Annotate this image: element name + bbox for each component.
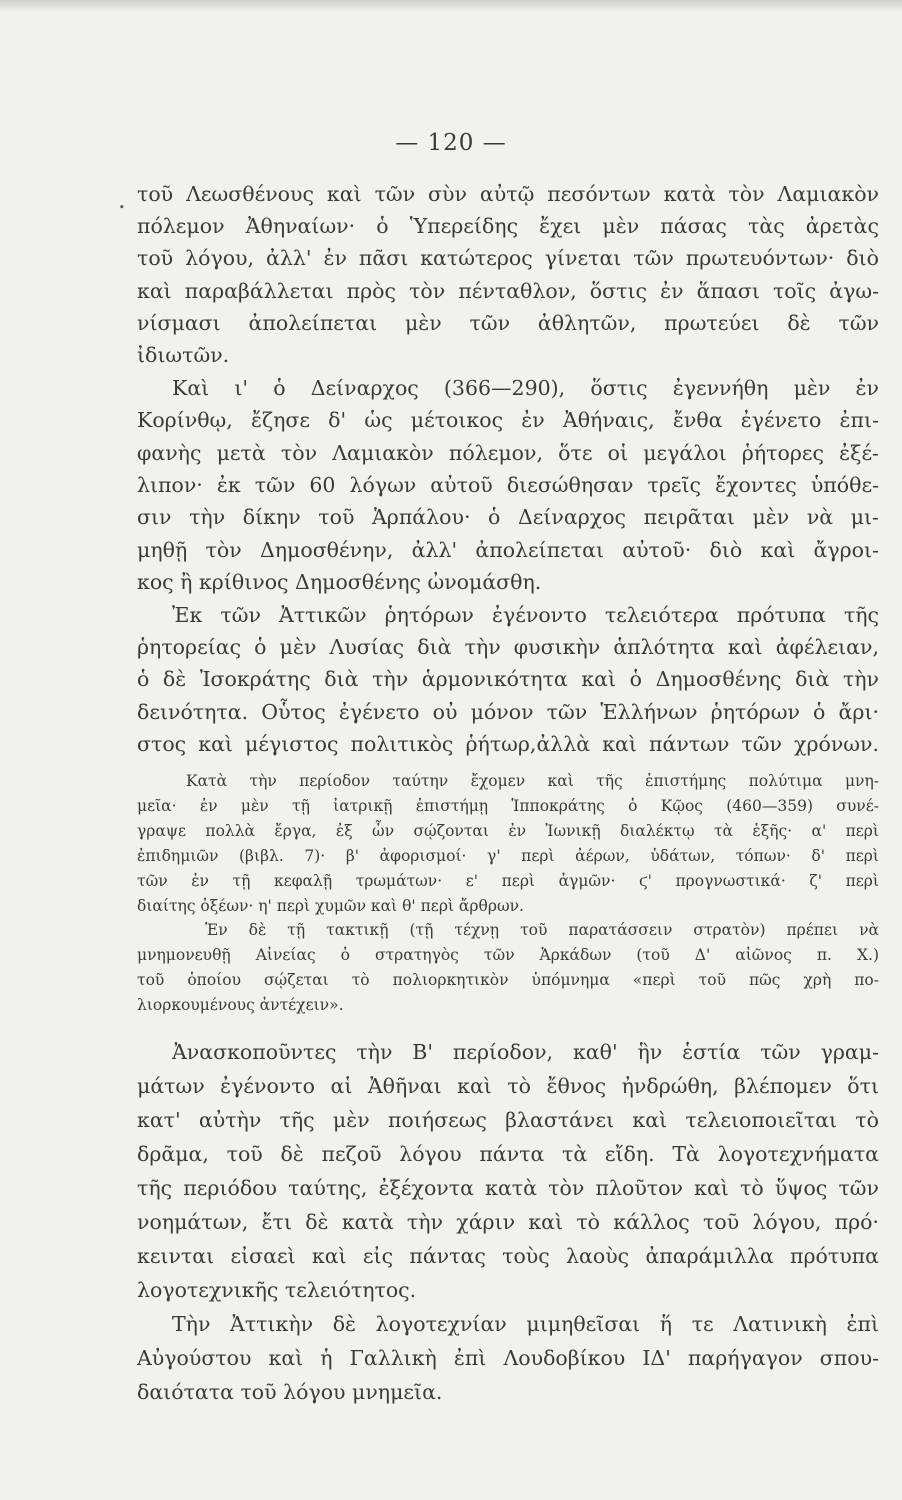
text-line: κατ' αὐτὴν τῆς μὲν ποιήσεως βλαστάνει καὶ τελειοποιεῖται τὸ	[137, 1108, 879, 1132]
text-line: νίσμασι ἀπολείπεται μὲν τῶν ἀθλητῶν, πρωτεύει δὲ τῶν	[137, 311, 879, 335]
text-line: ῥητορείας ὁ μὲν Λυσίας διὰ τὴν φυσικὴν ἁπλότητα καὶ ἀφέλειαν,	[137, 635, 879, 659]
note-line: μνημονευθῇ Αἰνείας ὁ στρατηγὸς τῶν Ἀρκάδων (τοῦ Δ' αἰῶνος π. Χ.)	[137, 946, 879, 964]
note-line: τοῦ ὁποίου σῴζεται τὸ πολιορκητικὸν ὑπόμνημα «περὶ τοῦ πῶς χρὴ πο-	[137, 971, 879, 989]
text-line: δεινότητα. Οὗτος ἐγένετο οὐ μόνον τῶν Ἑλλήνων ῥητόρων ὁ ἄρι·	[137, 700, 879, 724]
note-line: γραψε πολλὰ ἔργα, ἐξ ὧν σῴζονται ἐν Ἰωνικῇ διαλέκτῳ τὰ ἑξῆς· α' περὶ	[137, 822, 879, 840]
text-line: κεινται εἰσαεὶ καὶ εἰς πάντας τοὺς λαοὺς ἀπαράμιλλα πρότυπα	[137, 1244, 879, 1268]
text-line: Αὐγούστου καὶ ἡ Γαλλικὴ ἐπὶ Λουδοβίκου ΙΔ' παρήγαγον σπου-	[137, 1346, 879, 1370]
text-line: τῆς περιόδου ταύτης, ἐξέχοντα κατὰ τὸν πλοῦτον καὶ τὸ ὕψος τῶν	[137, 1176, 879, 1200]
text-line: Τὴν Ἀττικὴν δὲ λογοτεχνίαν μιμηθεῖσαι ἥ τε Λατινικὴ ἐπὶ	[172, 1312, 879, 1336]
note-line: τῶν ἐν τῇ κεφαλῇ τρωμάτων· ε' περὶ ἀγμῶν· ϛ' προγνωστικά· ζ' περὶ	[137, 872, 879, 890]
page-number: — 120 —	[395, 130, 507, 156]
note-line: λιορκουμένους ἀντέχειν».	[137, 996, 344, 1014]
text-line: πόλεμον Ἀθηναίων· ὁ Ὑπερείδης ἔχει μὲν πάσας τὰς ἀρετὰς	[137, 214, 879, 238]
text-line: Καὶ ι' ὁ Δείναρχος (366—290), ὅστις ἐγεννήθη μὲν ἐν	[172, 376, 879, 400]
note-line: Ἐν δὲ τῇ τακτικῇ (τῇ τέχνῃ τοῦ παρατάσσειν στρατὸν) πρέπει νὰ	[205, 921, 879, 939]
text-line: στος καὶ μέγιστος πολιτικὸς ῥήτωρ,ἀλλὰ καὶ πάντων τῶν χρόνων.	[137, 732, 879, 756]
text-line: λιπον· ἐκ τῶν 60 λόγων αὐτοῦ διεσώθησαν τρεῖς ἔχοντες ὑπόθε-	[137, 473, 879, 497]
text-line: νοημάτων, ἔτι δὲ κατὰ τὴν χάριν καὶ τὸ κάλλος τοῦ λόγου, πρό·	[137, 1210, 879, 1234]
page-top-edge	[0, 0, 902, 12]
text-line: δαιότατα τοῦ λόγου μνημεῖα.	[137, 1380, 443, 1404]
note-line: μεῖα· ἐν μὲν τῇ ἰατρικῇ ἐπιστήμῃ Ἱπποκράτης ὁ Κῷος (460—359) συνέ-	[137, 797, 879, 815]
note-line: ἐπιδημιῶν (βιβλ. 7)· β' ἀφορισμοί· γ' περὶ ἀέρων, ὑδάτων, τόπων· δ' περὶ	[137, 847, 879, 865]
text-line: ἰδιωτῶν.	[137, 343, 230, 367]
text-line: τοῦ Λεωσθένους καὶ τῶν σὺν αὐτῷ πεσόντων κατὰ τὸν Λαμιακὸν	[137, 182, 879, 206]
note-line: Κατὰ τὴν περίοδον ταύτην ἔχομεν καὶ τῆς ἐπιστήμης πολύτιμα μνη-	[186, 772, 879, 790]
text-line: κος ἢ κρίθινος Δημοσθένης ὠνομάσθη.	[137, 570, 542, 594]
margin-mark: .	[118, 186, 126, 214]
text-line: Ἐκ τῶν Ἀττικῶν ῥητόρων ἐγένοντο τελειότερα πρότυπα τῆς	[172, 603, 879, 627]
text-line: φανὴς μετὰ τὸν Λαμιακὸν πόλεμον, ὅτε οἱ μεγάλοι ῥήτορες ἐξέ-	[137, 441, 879, 465]
text-line: σιν τὴν δίκην τοῦ Ἁρπάλου· ὁ Δείναρχος πειρᾶται μὲν νὰ μι-	[137, 505, 879, 529]
text-line: λογοτεχνικῆς τελειότητος.	[137, 1278, 417, 1302]
text-line: Κορίνθῳ, ἔζησε δ' ὡς μέτοικος ἐν Ἀθήναις, ἔνθα ἐγένετο ἐπι-	[137, 408, 879, 432]
text-line: δρᾶμα, τοῦ δὲ πεζοῦ λόγου πάντα τὰ εἴδη. Τὰ λογοτεχνήματα	[137, 1142, 879, 1166]
text-line: τοῦ λόγου, ἀλλ' ἐν πᾶσι κατώτερος γίνεται τῶν πρωτευόντων· διὸ	[137, 246, 879, 270]
text-line: μηθῇ τὸν Δημοσθένην, ἀλλ' ἀπολείπεται αὐτοῦ· διὸ καὶ ἄγροι-	[137, 538, 879, 562]
text-line: ὁ δὲ Ἰσοκράτης διὰ τὴν ἁρμονικότητα καὶ ὁ Δημοσθένης διὰ τὴν	[137, 667, 879, 691]
text-line: καὶ παραβάλλεται πρὸς τὸν πένταθλον, ὅστις ἐν ἅπασι τοῖς ἀγω-	[137, 279, 879, 303]
text-line: Ἀνασκοποῦντες τὴν Β' περίοδον, καθ' ἣν ἑστία τῶν γραμ-	[172, 1040, 879, 1064]
text-line: μάτων ἐγένοντο αἱ Ἀθῆναι καὶ τὸ ἔθνος ἠνδρώθη, βλέπομεν ὅτι	[137, 1074, 879, 1098]
note-line: διαίτης ὀξέων· η' περὶ χυμῶν καὶ θ' περὶ ἄρθρων.	[137, 897, 524, 915]
